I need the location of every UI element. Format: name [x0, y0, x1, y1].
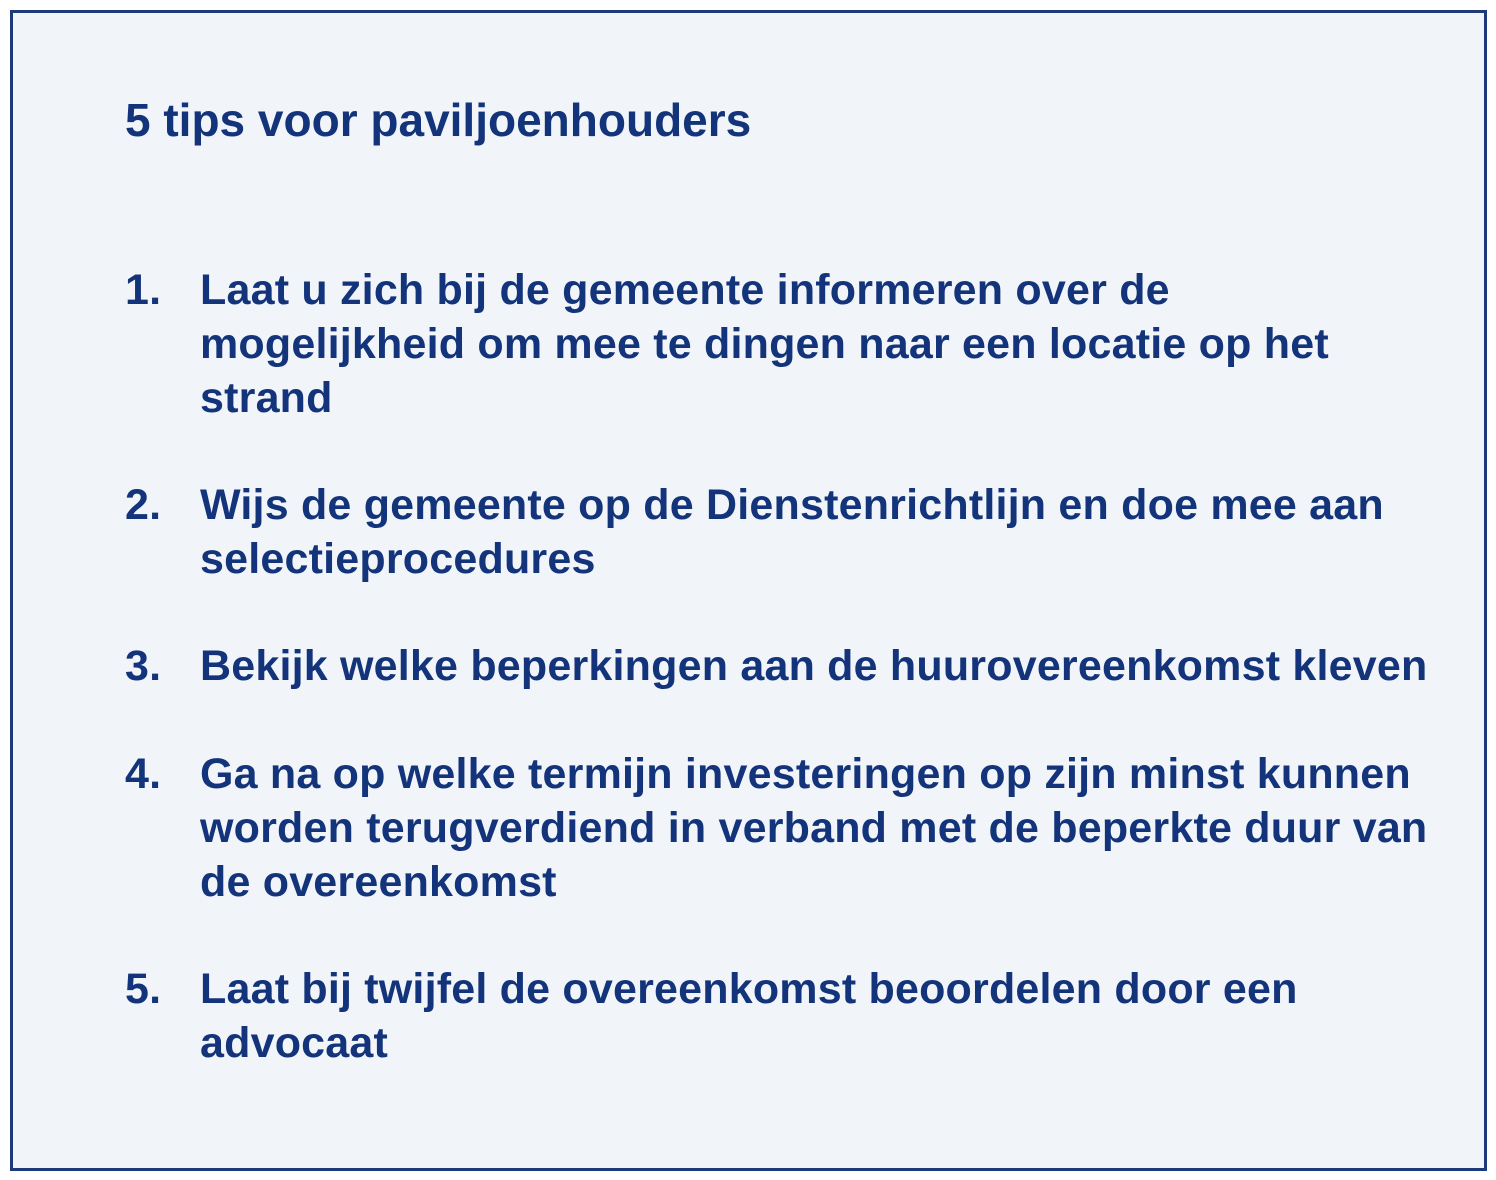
- tip-text: Wijs de gemeente op de Dienstenrichtlijn en doe mee aan selectieprocedures: [200, 481, 1384, 583]
- tips-box: [10, 10, 1487, 1171]
- tip-item-2: [125, 478, 1445, 586]
- tip-number: 4.: [125, 750, 162, 798]
- page-title: 5 tips voor paviljoenhouders: [125, 94, 752, 146]
- tip-number: 3.: [125, 642, 162, 690]
- tip-text: Laat bij twijfel de overeenkomst beoordelen door een advocaat: [200, 965, 1298, 1067]
- tip-item-5: [125, 962, 1445, 1070]
- tip-item-1: [125, 263, 1445, 425]
- tip-number: 2.: [125, 481, 162, 529]
- tip-text: Bekijk welke beperkingen aan de huurovereenkomst kleven: [200, 642, 1428, 690]
- tip-item-4: [125, 747, 1445, 909]
- tips-list: [125, 263, 1445, 1070]
- tip-number: 5.: [125, 965, 162, 1013]
- tip-text: Laat u zich bij de gemeente informeren over de mogelijkheid om mee te dingen naar een locatie op het strand: [200, 266, 1329, 422]
- tip-text: Ga na op welke termijn investeringen op zijn minst kunnen worden terugverdiend in verband met de beperkte duur van de overeenkomst: [200, 750, 1428, 906]
- tip-number: 1.: [125, 266, 162, 314]
- tip-item-3: [125, 639, 1445, 693]
